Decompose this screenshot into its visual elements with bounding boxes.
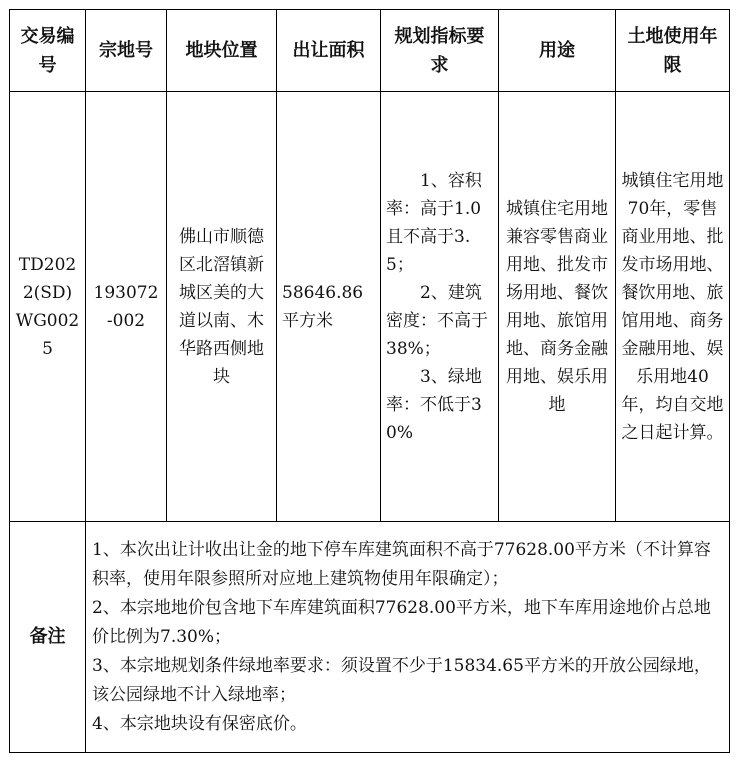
cell-term: 城镇住宅用地70年，零售商业用地、批发市场用地、餐饮用地、旅馆用地、商务金融用地、娱乐用地40年，均自交地之日起计算。 bbox=[616, 92, 730, 522]
planning-green: 3、绿地率：不低于30% bbox=[386, 366, 482, 443]
header-parcel-no: 宗地号 bbox=[86, 10, 167, 92]
header-trade-no: 交易编号 bbox=[10, 10, 86, 92]
planning-far: 1、容积率：高于1.0且不高于3.5； bbox=[386, 170, 482, 275]
header-use: 用途 bbox=[499, 10, 616, 92]
note-item: 4、本宗地块设有保密底价。 bbox=[92, 713, 307, 734]
cell-location: 佛山市顺德区北滘镇新城区美的大道以南、木华路西侧地块 bbox=[167, 92, 277, 522]
header-row bbox=[10, 10, 730, 92]
notes-body bbox=[86, 522, 730, 753]
planning-density: 2、建筑密度：不高于38%； bbox=[386, 282, 488, 359]
land-transfer-table bbox=[9, 9, 730, 753]
cell-use: 城镇住宅用地兼容零售商业用地、批发市场用地、餐饮用地、旅馆用地、商务金融用地、娱乐用地 bbox=[499, 92, 616, 522]
header-term: 土地使用年限 bbox=[616, 10, 730, 92]
header-location: 地块位置 bbox=[167, 10, 277, 92]
cell-trade-no: TD2022(SD)WG0025 bbox=[10, 92, 86, 522]
cell-area: 58646.86平方米 bbox=[277, 92, 381, 522]
notes-row bbox=[10, 522, 730, 753]
cell-parcel-no: 193072-002 bbox=[86, 92, 167, 522]
header-planning: 规划指标要求 bbox=[381, 10, 499, 92]
table-row bbox=[10, 92, 730, 522]
note-item: 3、本宗地规划条件绿地率要求：须设置不少于15834.65平方米的开放公园绿地，该公园绿地不计入绿地率； bbox=[92, 655, 711, 705]
note-item: 1、本次出让计收出让金的地下停车库建筑面积不高于77628.00平方米（不计算容积率，使用年限参照所对应地上建筑物使用年限确定）； bbox=[92, 539, 711, 589]
note-item: 2、本宗地地价包含地下车库建筑面积77628.00平方米，地下车库用途地价占总地价比例为7.30%； bbox=[92, 597, 711, 647]
notes-label: 备注 bbox=[10, 522, 86, 753]
cell-planning bbox=[381, 92, 499, 522]
header-area: 出让面积 bbox=[277, 10, 381, 92]
